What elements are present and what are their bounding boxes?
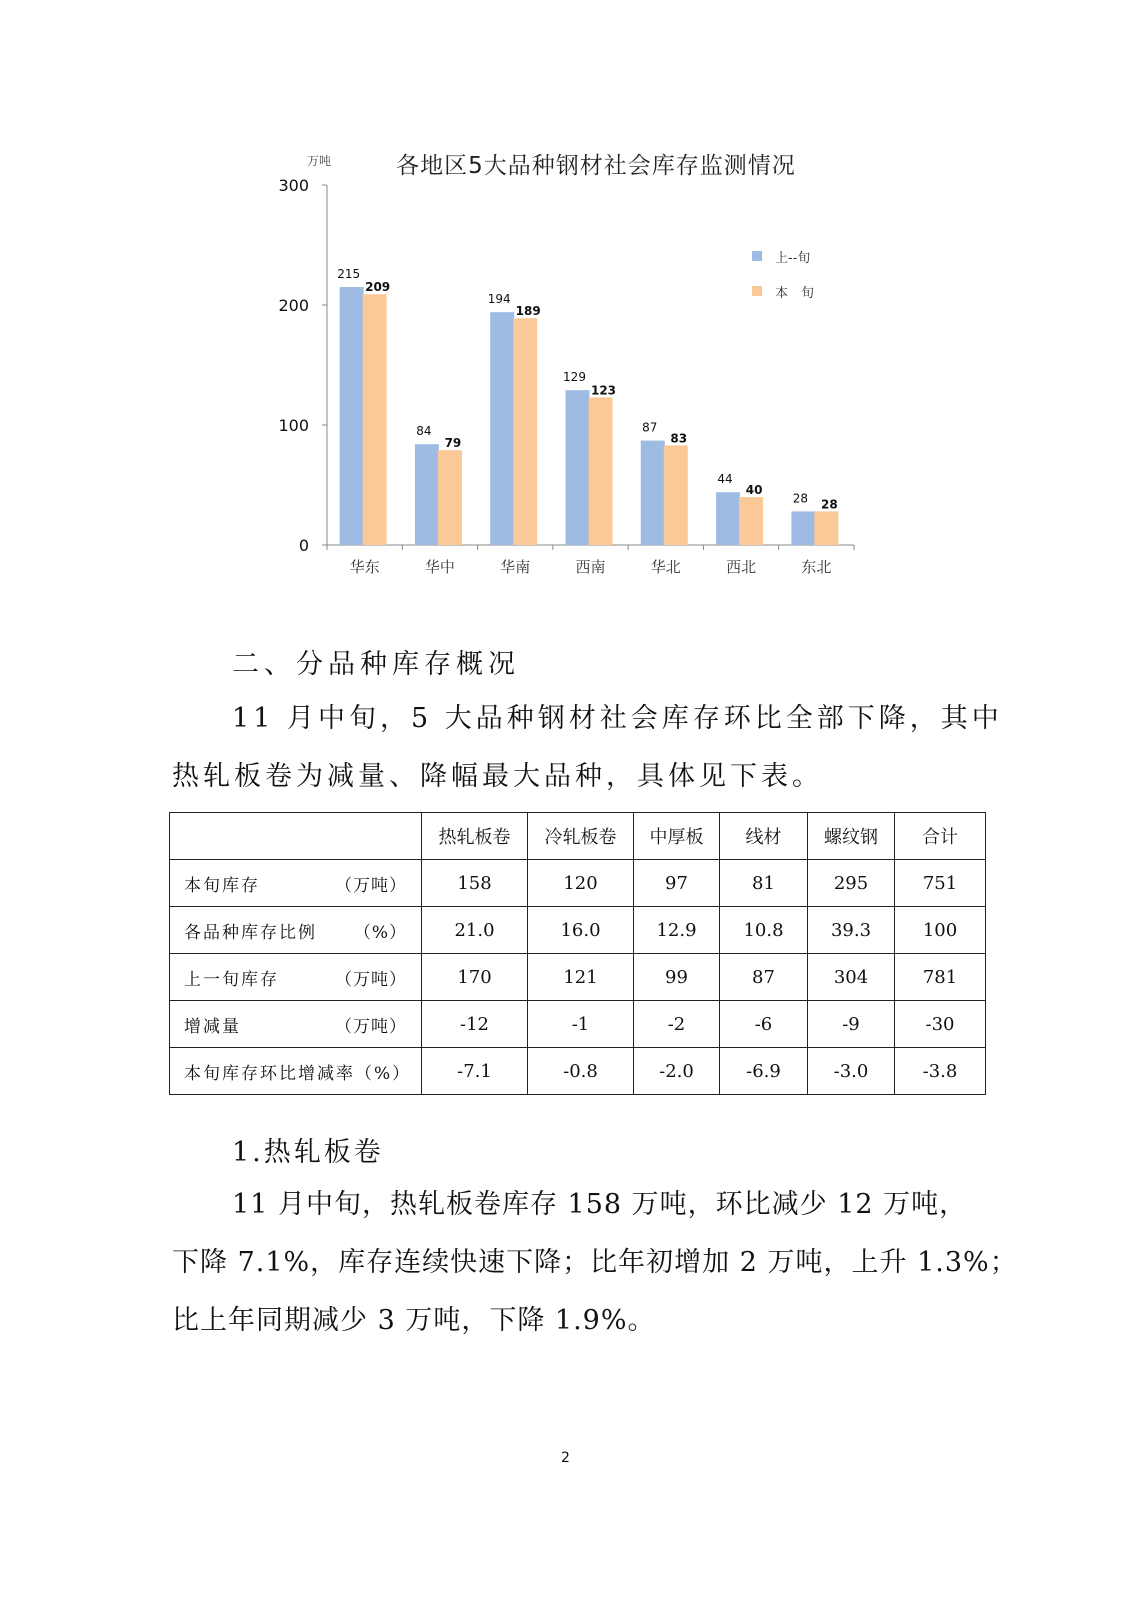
table-cell: 16.0 xyxy=(528,907,634,954)
bar-data-label: 123 xyxy=(590,383,617,398)
table-cell: 170 xyxy=(422,954,528,1001)
row-unit-text: （%） xyxy=(353,922,407,943)
bar-prev xyxy=(415,444,439,545)
y-tick-label: 0 xyxy=(298,536,309,555)
table-row xyxy=(170,1001,986,1048)
table-header-cell: 冷轧板卷 xyxy=(528,813,634,860)
subsection-heading: 1.热轧板卷 xyxy=(232,1137,384,1168)
bar-current xyxy=(664,445,688,545)
page-number: 2 xyxy=(561,1450,570,1466)
bar-data-label: 129 xyxy=(563,370,586,385)
row-label-text: 本旬库存环比增减率（%） xyxy=(184,1063,412,1084)
table-row xyxy=(170,860,986,907)
table-cell: 751 xyxy=(895,860,986,907)
body-line: 比上年同期减少 3 万吨，下降 1.9%。 xyxy=(172,1305,656,1336)
bar-data-label: 44 xyxy=(717,472,733,487)
table-cell: 295 xyxy=(808,860,895,907)
chart-title: 各地区5大品种钢材社会库存监测情况 xyxy=(396,153,796,179)
table-row-label xyxy=(170,954,422,1001)
intro-line: 11 月中旬，5 大品种钢材社会库存环比全部下降，其中 xyxy=(232,703,1003,734)
bar-data-label: 40 xyxy=(745,483,763,497)
bar-data-label: 83 xyxy=(670,431,688,446)
table-header-cell: 中厚板 xyxy=(634,813,720,860)
row-unit-text: （万吨） xyxy=(335,969,407,990)
bar-current xyxy=(589,397,613,545)
table-corner-cell xyxy=(170,813,422,860)
bar-data-label: 215 xyxy=(337,267,361,281)
bar-prev xyxy=(340,287,364,545)
table-cell: -6.9 xyxy=(720,1048,808,1095)
table-cell: 12.9 xyxy=(634,907,720,954)
table-cell: 158 xyxy=(422,860,528,907)
legend-swatch xyxy=(752,286,762,296)
x-tick-label: 西南 xyxy=(575,558,606,576)
body-line: 11 月中旬，热轧板卷库存 158 万吨，环比减少 12 万吨， xyxy=(232,1189,968,1220)
legend-swatch xyxy=(752,251,762,261)
table-cell: 304 xyxy=(808,954,895,1001)
x-tick-label: 东北 xyxy=(801,558,832,576)
hot-rolled-paragraph xyxy=(172,1176,1018,1350)
bar-current xyxy=(363,294,387,545)
bar-prev xyxy=(490,312,514,545)
table-cell: 81 xyxy=(720,860,808,907)
table-row-label xyxy=(170,1048,422,1095)
legend-label: 上--旬 xyxy=(775,251,811,266)
legend-label: 本 旬 xyxy=(775,286,815,301)
y-axis-unit-label: 万吨 xyxy=(307,154,332,168)
row-unit-text: （万吨） xyxy=(335,1016,407,1037)
y-tick-label: 300 xyxy=(278,176,309,195)
table-cell: -0.8 xyxy=(528,1048,634,1095)
bar-data-label: 84 xyxy=(416,424,432,439)
bar-prev xyxy=(566,390,590,545)
x-tick-label: 西北 xyxy=(726,558,757,576)
table-cell: -6 xyxy=(720,1001,808,1048)
table-cell: 121 xyxy=(528,954,634,1001)
section-heading: 二、分品种库存概况 xyxy=(232,649,520,680)
x-tick-label: 华东 xyxy=(349,558,380,576)
table-row-label xyxy=(170,1001,422,1048)
table-cell: -1 xyxy=(528,1001,634,1048)
bar-current xyxy=(739,497,763,545)
table-cell: -9 xyxy=(808,1001,895,1048)
chart-legend xyxy=(752,251,814,301)
table-header-cell: 线材 xyxy=(720,813,808,860)
table-cell: -3.8 xyxy=(895,1048,986,1095)
bar-data-label: 28 xyxy=(821,497,838,512)
x-tick-label: 华南 xyxy=(500,558,531,576)
row-label-text: 增减量 xyxy=(184,1016,241,1037)
intro-line: 热轧板卷为减量、降幅最大品种，具体见下表。 xyxy=(172,761,823,792)
table-cell: 99 xyxy=(634,954,720,1001)
chart-bars xyxy=(337,267,838,545)
table-cell: 781 xyxy=(895,954,986,1001)
bar-data-label: 194 xyxy=(487,292,511,307)
table-row xyxy=(170,1048,986,1095)
table-header-cell: 合计 xyxy=(895,813,986,860)
x-tick-label: 华中 xyxy=(424,558,455,576)
table-cell: 39.3 xyxy=(808,907,895,954)
bar-data-label: 87 xyxy=(642,420,658,435)
table-row xyxy=(170,954,986,1001)
bar-prev xyxy=(716,492,740,545)
bar-data-label: 28 xyxy=(792,491,808,506)
table-row-label xyxy=(170,860,422,907)
row-unit-text: （万吨） xyxy=(335,875,407,896)
intro-paragraph xyxy=(172,690,1003,806)
table-cell: -30 xyxy=(895,1001,986,1048)
y-tick-label: 100 xyxy=(278,416,309,435)
table-cell: 97 xyxy=(634,860,720,907)
bar-data-label: 189 xyxy=(515,304,541,319)
table-header-row xyxy=(170,813,986,860)
table-cell: 10.8 xyxy=(720,907,808,954)
table-cell: 21.0 xyxy=(422,907,528,954)
table-cell: 100 xyxy=(895,907,986,954)
inventory-table xyxy=(169,812,986,1095)
bar-current xyxy=(438,450,462,545)
table-cell: -2 xyxy=(634,1001,720,1048)
x-tick-label: 华北 xyxy=(650,558,681,576)
bar-prev xyxy=(791,511,815,545)
bar-data-label: 209 xyxy=(365,280,391,295)
table-cell: -3.0 xyxy=(808,1048,895,1095)
bar-prev xyxy=(641,441,665,545)
table-header-cell: 螺纹钢 xyxy=(808,813,895,860)
table-header-cell: 热轧板卷 xyxy=(422,813,528,860)
table-cell: -7.1 xyxy=(422,1048,528,1095)
row-label-text: 上一旬库存 xyxy=(184,969,279,990)
row-label-text: 各品种库存比例 xyxy=(184,922,317,943)
table-cell: -2.0 xyxy=(634,1048,720,1095)
regional-stock-bar-chart xyxy=(0,0,1131,600)
table-cell: -12 xyxy=(422,1001,528,1048)
y-tick-label: 200 xyxy=(278,296,309,315)
table-row xyxy=(170,907,986,954)
body-line: 下降 7.1%，库存连续快速下降；比年初增加 2 万吨，上升 1.3%； xyxy=(172,1247,1018,1278)
row-label-text: 本旬库存 xyxy=(184,875,260,896)
bar-current xyxy=(513,318,537,545)
bar-current xyxy=(814,511,838,545)
table-cell: 120 xyxy=(528,860,634,907)
table-cell: 87 xyxy=(720,954,808,1001)
table-row-label xyxy=(170,907,422,954)
bar-data-label: 79 xyxy=(444,436,462,451)
